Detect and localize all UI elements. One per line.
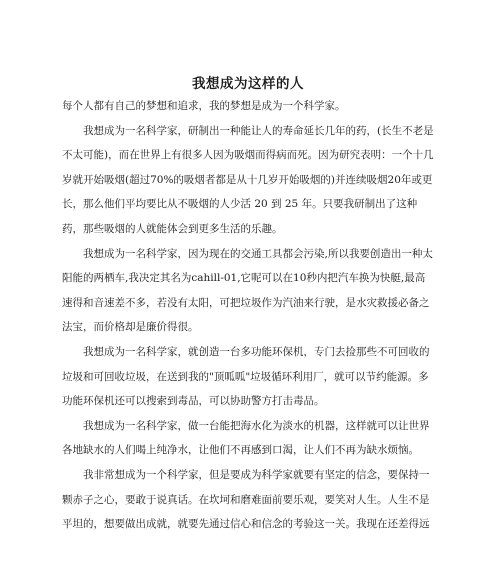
document-title: 我想成为这样的人 <box>192 76 304 92</box>
paragraph-6: 我非常想成为一个科学家，但是要成为科学家就要有坚定的信念，要保持一颗赤子之心，要敢于说真话。在坎坷和磨难面前要乐观，要笑对人生。人生不是平坦的，想要做出成就，就要先通过信心和信念的考验这一关。我现在还差得远 <box>62 468 430 531</box>
paragraph-3: 我想成为一名科学家，因为现在的交通工具都会污染,所以我要创造出一种太阳能的两栖车,我决定其名为cahill-01,它呢可以在10秒内把汽车换为快艇,最高速得和音速差不多，若没有太阳，可把垃圾作为汽油来行驶，是水灾救援必备之法宝，而价格却是廉价得很。 <box>62 247 433 334</box>
paragraph-1: 每个人都有自己的梦想和追求，我的梦想是成为一个科学家。 <box>62 100 346 112</box>
paragraph-2: 我想成为一名科学家，研制出一种能让人的寿命延长几年的药，(长生不老是不太可能)，而在世界上有很多人因为吸烟而得病而死。因为研究表明：一个十几岁就开始吸烟(超过70%的吸烟者都是从十几岁开始吸烟的)并连续吸烟20年或更长，那么他们平均要比从不吸烟的人少活 20 到 25 年。只要我研制出了这种药，那些吸烟的人就能体会到更多生活的乐趣。 <box>62 124 434 235</box>
document-body <box>62 94 434 537</box>
paragraph-4: 我想成为一名科学家，就创造一台多功能环保机，专门去捡那些不可回收的垃圾和可回收垃圾，在送到我的"顶呱呱"垃圾循环利用厂，就可以节约能源。多功能环保机还可以搜索到毒品，可以协助警方打击毒品。 <box>62 345 430 408</box>
paragraph-5: 我想成为一名科学家，做一台能把海水化为淡水的机器，这样就可以让世界各地缺水的人们喝上纯净水，让他们不再感到口渴，让人们不再为缺水烦恼。 <box>62 419 430 457</box>
